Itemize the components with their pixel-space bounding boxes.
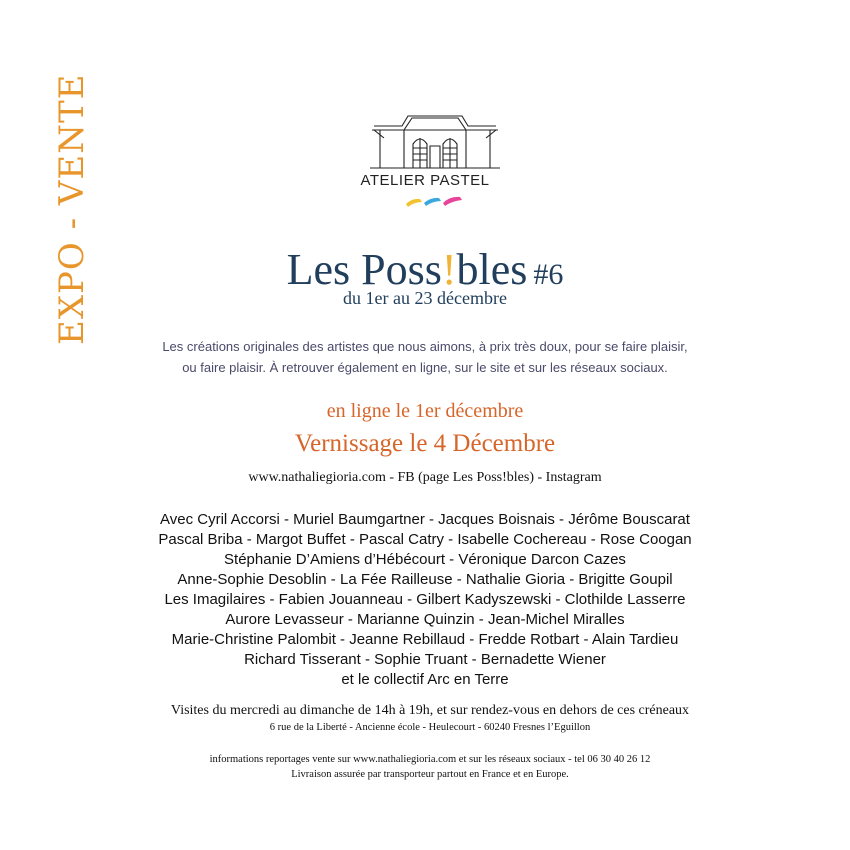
info-line: informations reportages vente sur www.nathaliegioria.com et sur les réseaux sociaux - tel 06 30 40 26 12 (209, 754, 651, 765)
brand-name: ATELIER PASTEL (360, 172, 490, 189)
artists-line: Pascal Briba - Margot Buffet - Pascal Catry - Isabelle Cochereau - Rose Coogan (158, 531, 692, 548)
info-line: Livraison assurée par transporteur partout en France et en Europe. (291, 769, 569, 780)
intro-text (0, 336, 850, 378)
artists-line: Richard Tisserant - Sophie Truant - Bernadette Wiener (244, 651, 606, 668)
artists-line: Aurore Levasseur - Marianne Quinzin - Jean-Michel Miralles (225, 611, 625, 628)
contact-info (0, 752, 850, 782)
address: 6 rue de la Liberté - Ancienne école - Heulecourt - 60240 Fresnes l’Eguillon (269, 722, 591, 733)
intro-line: Les créations originales des artistes que nous aimons, à prix très doux, pour se faire plaisir, (162, 339, 688, 354)
vernissage-date: Vernissage le 4 Décembre (294, 430, 556, 457)
online-date: en ligne le 1er décembre (326, 400, 524, 422)
visit-hours: Visites du mercredi au dimanche de 14h à 19h, et sur rendez-vous en dehors de ces créneaux (170, 703, 690, 718)
artists-list (0, 510, 850, 690)
event-dates: du 1er au 23 décembre (343, 288, 507, 308)
side-label: EXPO - VENTE (52, 73, 92, 345)
edition-number: #6 (533, 258, 564, 291)
intro-line: ou faire plaisir. À retrouver également en ligne, sur le site et sur les réseaux sociaux. (182, 360, 668, 375)
links-line: www.nathaliegioria.com - FB (page Les Poss!bles) - Instagram (248, 470, 602, 485)
artists-line: Les Imagilaires - Fabien Jouanneau - Gilbert Kadyszewski - Clothilde Lasserre (164, 591, 686, 608)
artists-line: Stéphanie D’Amiens d’Hébécourt - Véronique Darcon Cazes (224, 551, 626, 568)
brush-strokes-icon (404, 194, 466, 208)
title-suffix: bles (456, 245, 528, 294)
artists-line: et le collectif Arc en Terre (341, 671, 509, 688)
artists-line: Marie-Christine Palombit - Jeanne Rebillaud - Fredde Rotbart - Alain Tardieu (171, 631, 679, 648)
title-exclamation: ! (441, 245, 457, 294)
artists-line: Avec Cyril Accorsi - Muriel Baumgartner - Jacques Boisnais - Jérôme Bouscarat (160, 511, 690, 528)
title-prefix: Les Poss (286, 245, 442, 294)
artists-line: Anne-Sophie Desoblin - La Fée Railleuse - Nathalie Gioria - Brigitte Goupil (177, 571, 673, 588)
